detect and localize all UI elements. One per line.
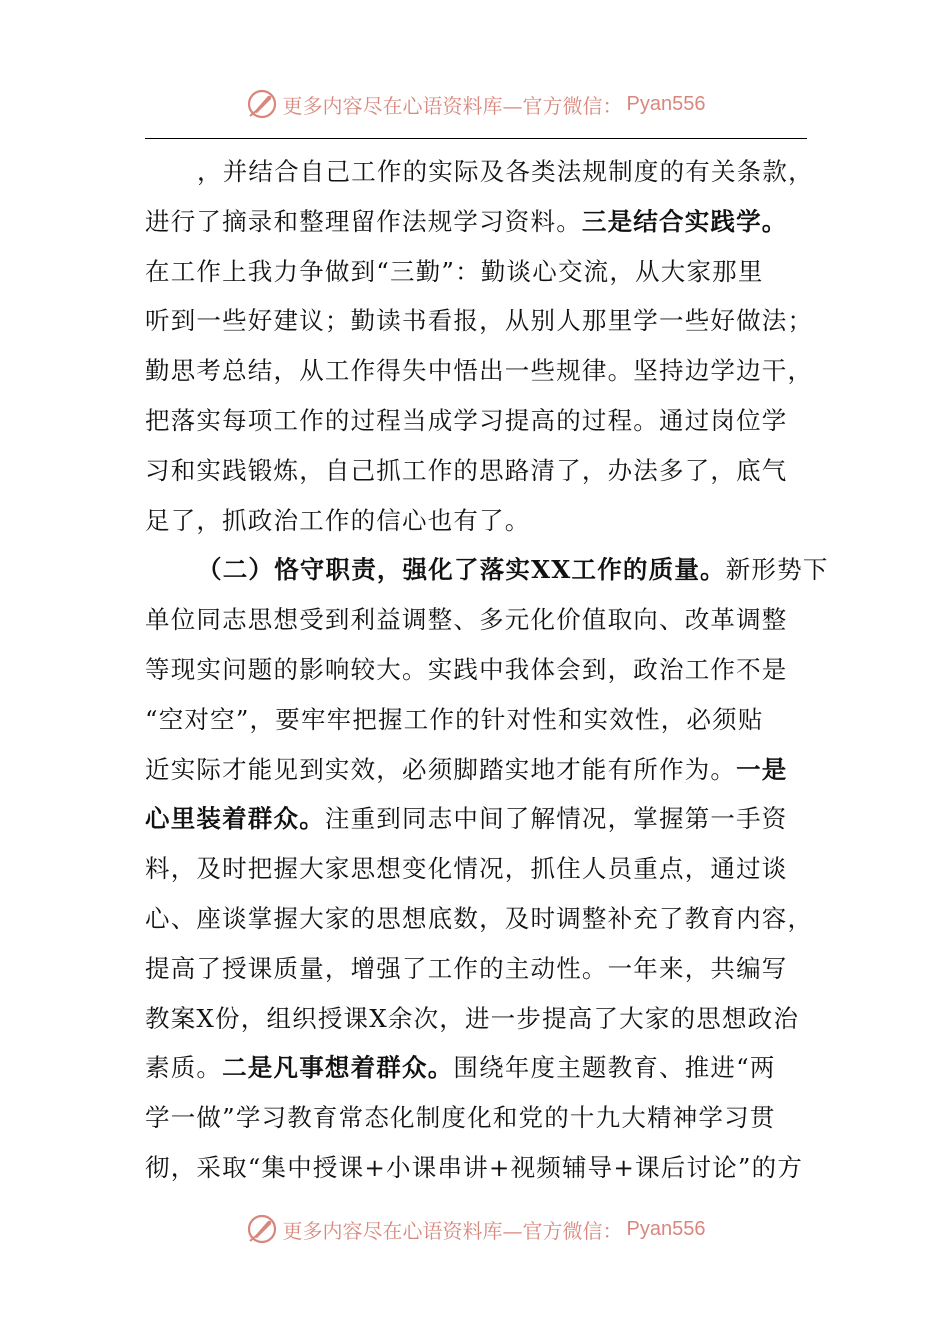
bold-text: （二）恪守职责，强化了落实XX工作的质量。 bbox=[197, 555, 726, 585]
text-line bbox=[145, 1093, 807, 1143]
text-segment: 彻，采取“集中授课+小课串讲+视频辅导+课后讨论”的方 bbox=[145, 1152, 804, 1182]
text-line bbox=[145, 695, 807, 745]
text-segment: ，并结合自己工作的实际及各类法规制度的有关条款， bbox=[197, 157, 814, 186]
text-segment: 近实际才能见到实效，必须脚踏实地才能有所作为。 bbox=[145, 754, 737, 784]
text-line bbox=[145, 496, 807, 546]
text-line bbox=[145, 1143, 807, 1193]
bold-text: 心里装着群众。 bbox=[145, 804, 325, 834]
text-segment: 提高了授课质量，增强了工作的主动性。一年来，共编写 bbox=[145, 953, 788, 983]
text-line bbox=[145, 545, 829, 595]
text-segment: 把落实每项工作的过程当成学习提高的过程。通过岗位学 bbox=[145, 405, 788, 435]
text-segment: 在工作上我力争做到“三勤”：勤谈心交流，从大家那里 bbox=[145, 256, 764, 286]
text-line bbox=[145, 645, 807, 695]
text-segment: 勤思考总结，从工作得失中悟出一些规律。坚持边学边干， bbox=[145, 356, 814, 386]
feather-pen-icon bbox=[245, 87, 279, 121]
bold-text: 三是结合实践学。 bbox=[581, 206, 788, 236]
text-segment: 料，及时把握大家思想变化情况，抓住人员重点，通过谈 bbox=[145, 854, 788, 884]
text-line bbox=[145, 794, 807, 844]
feather-pen-icon bbox=[245, 1212, 279, 1246]
text-line bbox=[145, 994, 807, 1044]
text-line bbox=[145, 1043, 807, 1093]
text-line bbox=[145, 894, 814, 944]
text-line bbox=[145, 745, 807, 795]
text-segment: 素质。 bbox=[145, 1053, 223, 1083]
watermark-text: 更多内容尽在心语资料库—官方微信： bbox=[282, 93, 623, 118]
text-line bbox=[145, 595, 807, 645]
watermark-header bbox=[0, 84, 950, 124]
watermark-wechat-id: Pyan556 bbox=[626, 92, 706, 115]
text-segment: 学一做”学习教育常态化制度化和党的十九大精神学习贯 bbox=[145, 1103, 776, 1133]
bold-text: 一是 bbox=[736, 754, 788, 784]
text-line bbox=[145, 446, 807, 496]
text-segment: 围绕年度主题教育、推进“两 bbox=[453, 1053, 776, 1083]
watermark-text: 更多内容尽在心语资料库—官方微信： bbox=[282, 1218, 623, 1243]
text-segment: 心、座谈掌握大家的思想底数，及时调整补充了教育内容， bbox=[145, 903, 814, 933]
bold-text: 二是凡事想着群众。 bbox=[222, 1053, 454, 1083]
text-segment: 习和实践锻炼，自己抓工作的思路清了，办法多了，底气 bbox=[145, 455, 788, 485]
text-line bbox=[145, 197, 807, 247]
text-segment: 新形势下 bbox=[725, 555, 829, 585]
text-segment: 注重到同志中间了解情况，掌握第一手资 bbox=[324, 804, 788, 834]
text-segment: 单位同志思想受到利益调整、多元化价值取向、改革调整 bbox=[145, 605, 788, 635]
text-segment: 进行了摘录和整理留作法规学习资料。 bbox=[145, 206, 582, 236]
text-segment: “空对空”，要牢牢把握工作的针对性和实效性，必须贴 bbox=[145, 704, 764, 734]
text-line bbox=[145, 944, 807, 994]
text-line bbox=[145, 247, 807, 297]
text-segment: 听到一些好建议；勤读书看报，从别人那里学一些好做法； bbox=[145, 306, 814, 336]
watermark-wechat-id: Pyan556 bbox=[626, 1217, 706, 1240]
watermark-footer bbox=[0, 1209, 950, 1249]
text-line bbox=[145, 844, 807, 894]
text-line bbox=[145, 346, 814, 396]
text-segment: 等现实问题的影响较大。实践中我体会到，政治工作不是 bbox=[145, 654, 788, 684]
text-line bbox=[145, 396, 807, 446]
text-line bbox=[145, 296, 814, 346]
text-segment: 足了，抓政治工作的信心也有了。 bbox=[145, 505, 531, 535]
text-line bbox=[145, 147, 814, 197]
text-segment: 教案X份，组织授课X余次，进一步提高了大家的思想政治 bbox=[145, 1003, 800, 1033]
header-rule bbox=[145, 138, 807, 139]
document-body bbox=[145, 147, 829, 1193]
